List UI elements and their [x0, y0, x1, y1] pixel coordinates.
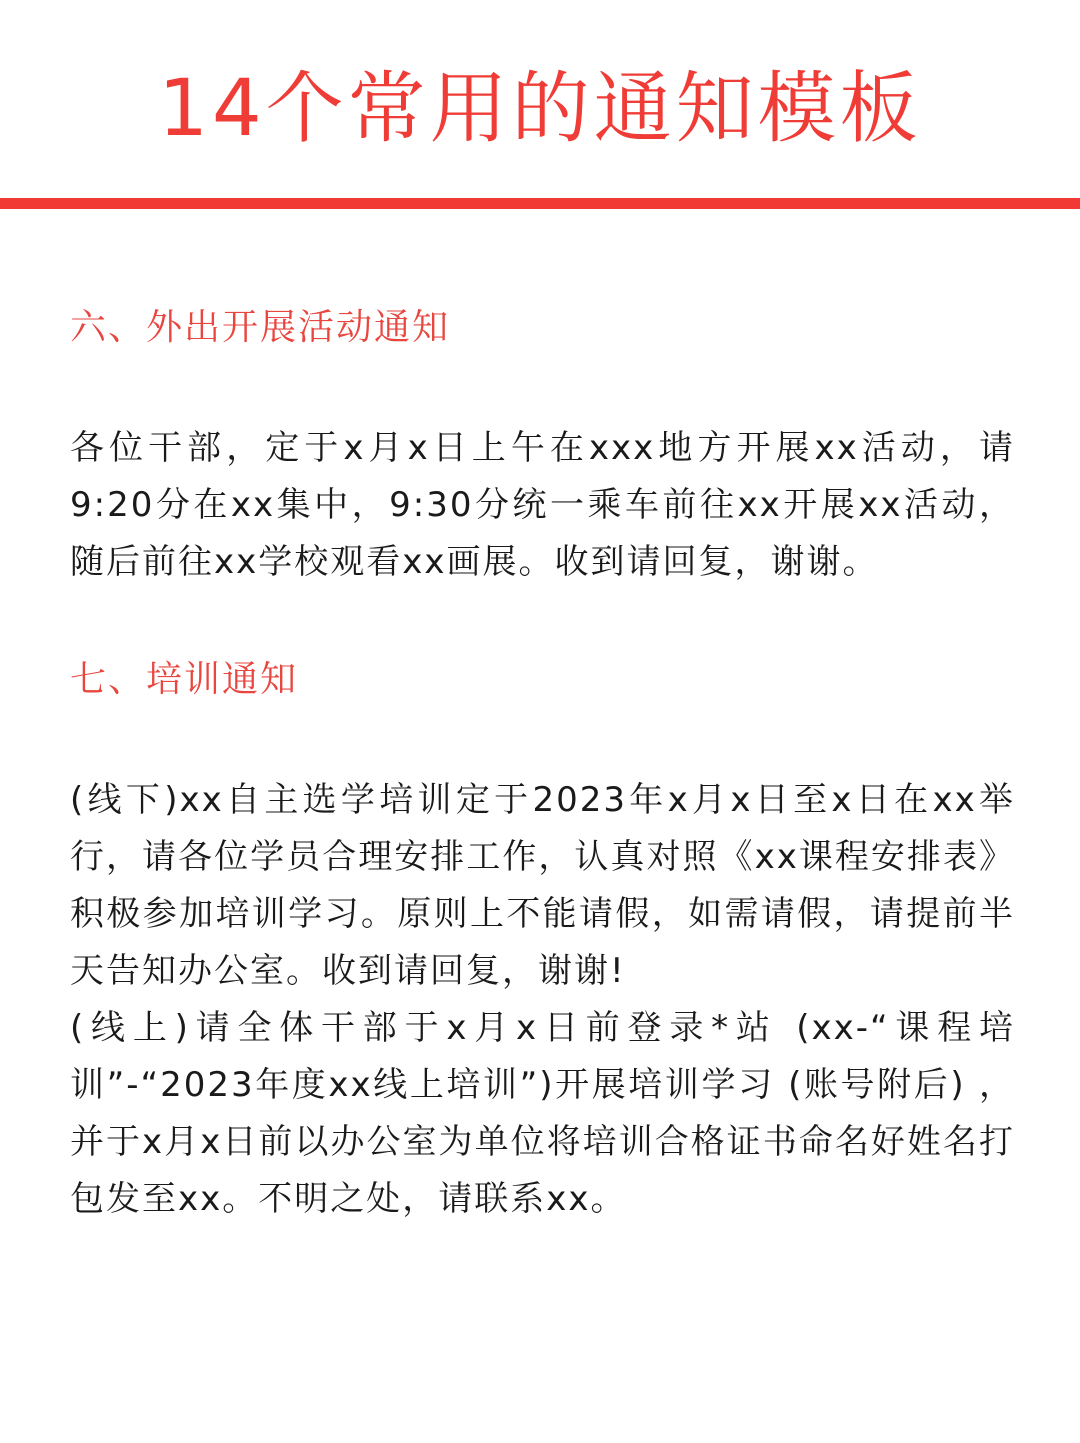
page-header	[0, 0, 1080, 198]
header-divider	[0, 198, 1080, 209]
section-body-training-online: (线上)请全体干部于x月x日前登录*站 (xx-“课程培训”-“2023年度xx线上培训”)开展培训学习 (账号附后) ，并于x月x日前以办公室为单位将培训合格证书命名好姓名打包发至xx。不明之处，请联系xx。	[70, 1008, 1015, 1219]
page-title: 14个常用的通知模板	[158, 64, 922, 154]
section-body-training-offline: (线下)xx自主选学培训定于2023年x月x日至x日在xx举行，请各位学员合理安排工作，认真对照《xx课程安排表》积极参加培训学习。原则上不能请假，如需请假，请提前半天告知办公室。收到请回复，谢谢!	[70, 780, 1015, 991]
section-heading-outing: 六、外出开展活动通知	[70, 307, 451, 348]
section-heading-training: 七、培训通知	[70, 659, 299, 700]
section-body-outing: 各位干部，定于x月x日上午在xxx地方开展xx活动，请9:20分在xx集中，9:30分统一乘车前往xx开展xx活动，随后前往xx学校观看xx画展。收到请回复，谢谢。	[70, 428, 1015, 582]
